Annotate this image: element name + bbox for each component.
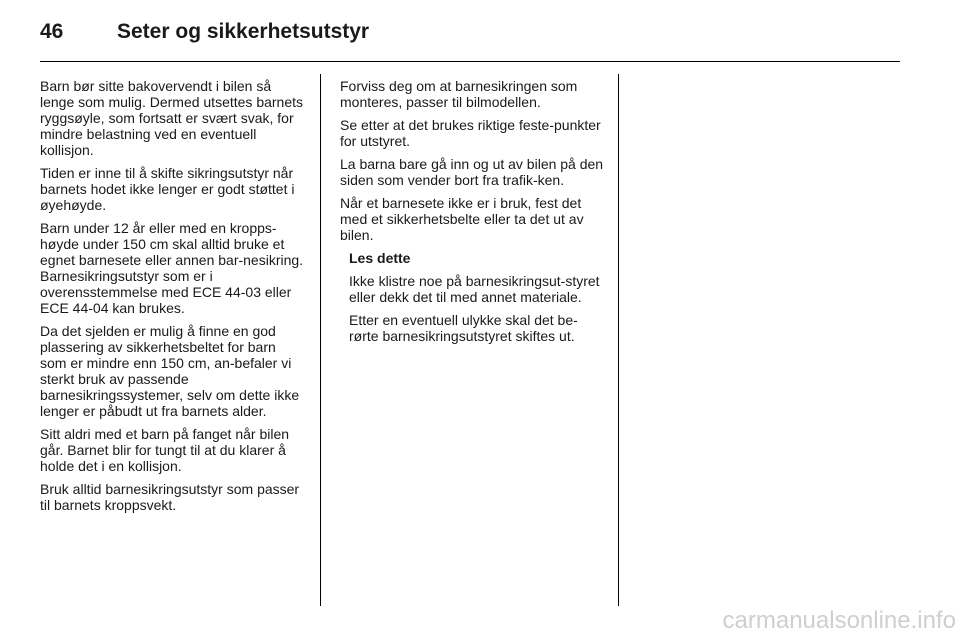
paragraph: Tiden er inne til å skifte sikringsutstyr når barnets hodet ikke lenger er godt støttet i øyehøyde. [40, 165, 295, 213]
note-title: Les dette [349, 250, 411, 266]
note-box [349, 250, 605, 344]
column-divider-2 [618, 74, 619, 606]
paragraph: Bruk alltid barnesikringsutstyr som passer til barnets kroppsvekt. [40, 481, 300, 513]
column-divider-1 [320, 74, 321, 606]
paragraph: Når et barnesete ikke er i bruk, fest det med et sikkerhetsbelte eller ta det ut av bilen. [340, 195, 584, 243]
note-paragraph: Etter en eventuell ulykke skal det be-rørte barnesikringsutstyret skiftes ut. [349, 312, 578, 344]
paragraph: Barn bør sitte bakovervendt i bilen så lenge som mulig. Dermed utsettes barnets ryggsøyle, som fortsatt er svært svak, for mindre belastning ved en eventuell kollisjon. [40, 78, 304, 158]
paragraph: Forviss deg om at barnesikringen som monteres, passer til bilmodellen. [340, 78, 578, 110]
page-header [40, 16, 900, 48]
watermark: carmanualsonline.info [722, 607, 956, 634]
paragraph: Sitt aldri med et barn på fanget når bilen går. Barnet blir for tungt til at du klarer å holde det i en kollisjon. [40, 426, 290, 474]
header-rule [40, 61, 900, 62]
paragraph: Da det sjelden er mulig å finne en god plassering av sikkerhetsbeltet for barn som er mindre enn 150 cm, an-befaler vi sterkt bruk av passende barnesikringssystemer, selv om dette ikke lenger er påbudt ut fra barnets alder. [40, 323, 300, 419]
section-title: Seter og sikkerhetsutstyr [117, 20, 370, 43]
paragraph: Se etter at det brukes riktige feste-punkter for utstyret. [340, 117, 601, 149]
text-column-1 [40, 78, 305, 520]
paragraph: Barn under 12 år eller med en kropps-høyde under 150 cm skal alltid bruke et egnet barnesete eller annen bar-nesikring. Barnesikringsutstyr som er i overensstemmelse med ECE 44-03 eller ECE 44-04 kan brukes. [40, 220, 304, 316]
page-number: 46 [40, 20, 64, 43]
text-column-2 [340, 78, 605, 351]
paragraph: La barna bare gå inn og ut av bilen på den siden som vender bort fra trafik-ken. [340, 156, 604, 188]
note-paragraph: Ikke klistre noe på barnesikringsut-styret eller dekk det til med annet materiale. [349, 273, 600, 305]
